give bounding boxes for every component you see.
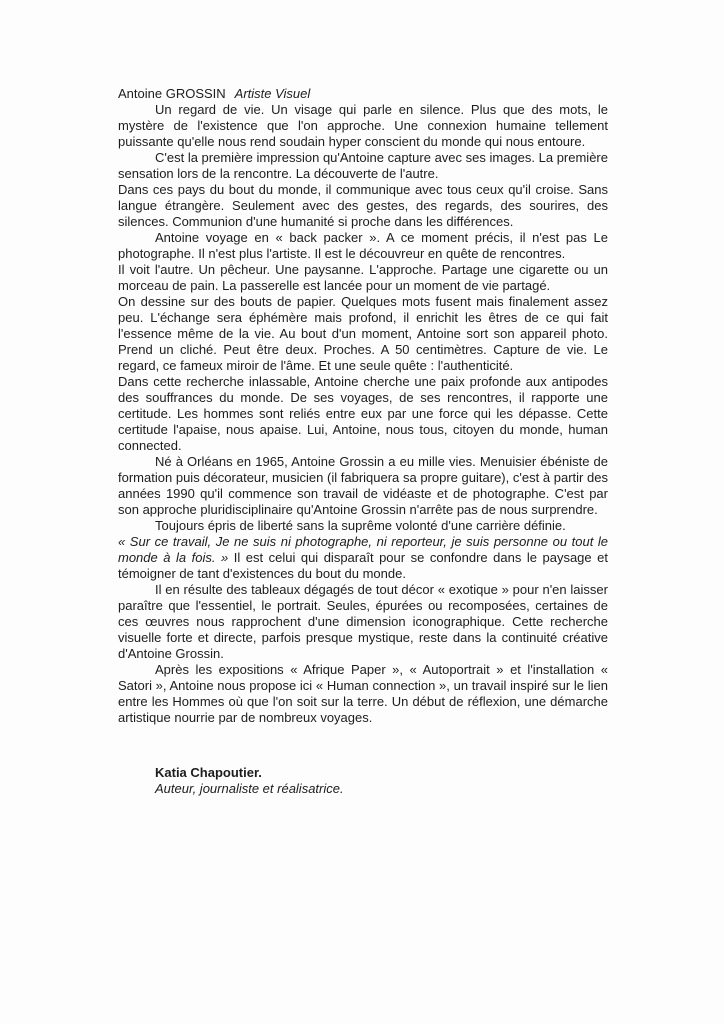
- author-name: Antoine GROSSIN: [118, 86, 226, 101]
- paragraph: C'est la première impression qu'Antoine capture avec ses images. La première sensation lors de la rencontre. La découverte de l'autre.: [118, 150, 608, 181]
- paragraph: Un regard de vie. Un visage qui parle en silence. Plus que des mots, le mystère de l'existence que l'on approche. Une connexion humaine tellement puissante qu'elle nous rend soudain hyper conscient du monde qui nous entoure.: [118, 102, 608, 149]
- paragraph: Antoine voyage en « back packer ». A ce moment précis, il n'est pas Le photographe. Il n'est plus l'artiste. Il est le découvreur en quête de rencontres.: [118, 230, 608, 261]
- paragraph: Il en résulte des tableaux dégagés de tout décor « exotique » pour n'en laisser paraître que l'essentiel, le portrait. Seules, épurées ou recomposées, certaines de ces œuvres nous rapprochent d'une dimension iconographique. Cette recherche visuelle forte et directe, parfois presque mystique, reste dans la continuité créative d'Antoine Grossin.: [118, 582, 608, 661]
- paragraph: Après les expositions « Afrique Paper », « Autoportrait » et l'installation « Satori », Antoine nous propose ici « Human connection », un travail inspiré sur le lien entre les Hommes où que l'on soit sur la terre. Un début de réflexion, une démarche artistique nourrie par de nombreux voyages.: [118, 662, 608, 725]
- signature-role: Auteur, journaliste et réalisatrice.: [155, 781, 344, 796]
- paragraph: Dans ces pays du bout du monde, il communique avec tous ceux qu'il croise. Sans langue étrangère. Seulement avec des gestes, des regards, des sourires, des silences. Communion d'une humanité si proche dans les différences.: [118, 182, 608, 229]
- signature-name: Katia Chapoutier.: [155, 765, 262, 780]
- paragraph: Il voit l'autre. Un pêcheur. Une paysanne. L'approche. Partage une cigarette ou un morceau de pain. La passerelle est lancée pour un moment de vie partagé.: [118, 262, 608, 293]
- document-title: [118, 86, 608, 102]
- author-role: Artiste Visuel: [234, 86, 311, 101]
- signature-block: [155, 765, 608, 797]
- quote-text: « Sur ce travail, Je ne suis ni photographe, ni reporteur, je suis personne ou tout le monde à la fois. »: [118, 534, 608, 565]
- document-content: [118, 86, 608, 797]
- paragraph: Dans cette recherche inlassable, Antoine cherche une paix profonde aux antipodes des souffrances du monde. De ses voyages, de ses rencontres, il rapporte une certitude. Les hommes sont reliés entre eux par une force qui les dépasse. Cette certitude l'apaise, nous apaise. Lui, Antoine, nous tous, citoyen du monde, human connected.: [118, 374, 608, 453]
- quote-followup-text: Il est celui qui disparaît pour se confondre dans le paysage et témoigner de tant d'existences du bout du monde.: [118, 550, 608, 581]
- paragraph: Né à Orléans en 1965, Antoine Grossin a eu mille vies. Menuisier ébéniste de formation puis décorateur, musicien (il fabriquera sa propre guitare), c'est à partir des années 1990 qu'il commence son travail de vidéaste et de photographe. C'est par son approche pluridisciplinaire qu'Antoine Grossin n'arrête pas de nous surprendre.: [118, 454, 608, 517]
- paragraph-with-quote: [118, 534, 608, 582]
- paragraph: Toujours épris de liberté sans la suprême volonté d'une carrière définie.: [155, 518, 566, 533]
- paragraph: On dessine sur des bouts de papier. Quelques mots fusent mais finalement assez peu. L'échange sera éphémère mais profond, il enrichit les êtres de ce qui fait l'essence même de la vie. Au bout d'un moment, Antoine sort son appareil photo. Prend un cliché. Peut être deux. Proches. A 50 centimètres. Capture de vie. Le regard, ce fameux miroir de l'âme. Et une seule quête : l'authenticité.: [118, 294, 608, 373]
